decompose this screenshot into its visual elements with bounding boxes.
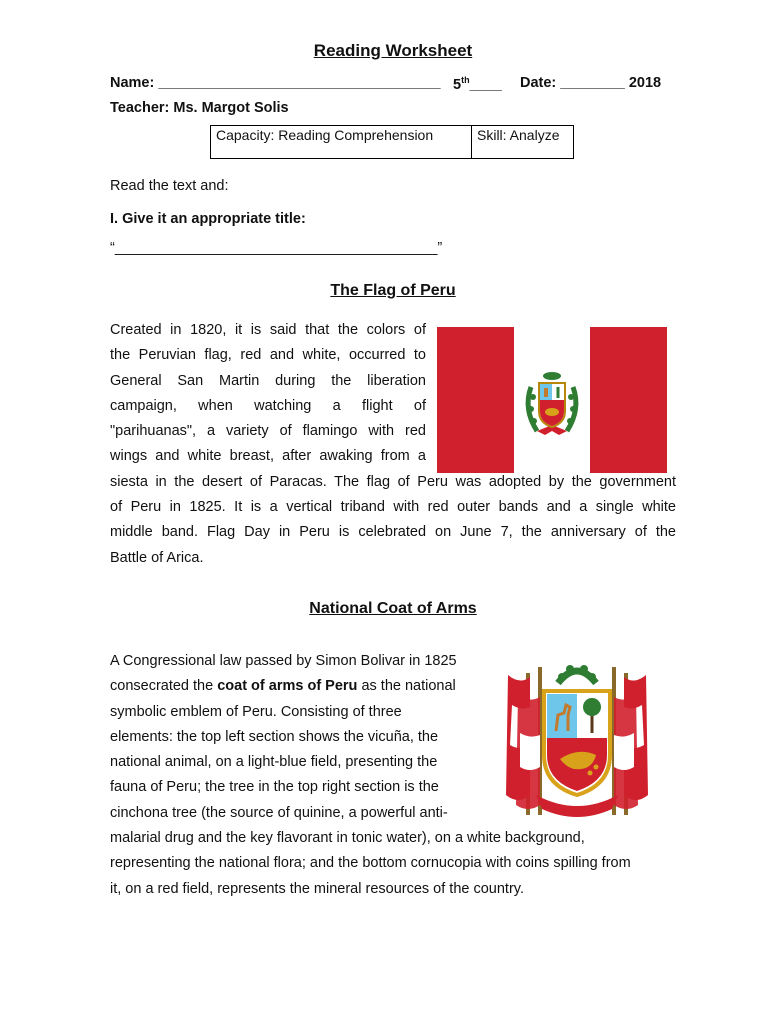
- flag-text-line: "parihuanas", a variety of flamingo with red: [110, 423, 426, 440]
- coat-text-line: cinchona tree (the source of quinine, a powerful anti-: [110, 804, 448, 821]
- flag-text-line: the Peruvian flag, red and white, occurred to: [110, 347, 426, 364]
- coat-text-line: elements: the top left section shows the vicuña, the: [110, 728, 439, 745]
- flag-text-line: Battle of Arica.: [110, 549, 204, 566]
- coat-text-line: fauna of Peru; the tree in the top right section is the: [110, 779, 439, 796]
- skill-cell: Skill: Analyze: [477, 127, 560, 143]
- title-answer-blank: “________________________________________”: [110, 240, 443, 256]
- year: 2018: [628, 75, 662, 91]
- flag-text-line: wings and white breast, after awaking from a: [110, 448, 426, 465]
- coat-laurel-crown-icon: [558, 665, 596, 683]
- date-field: [520, 75, 661, 91]
- flag-text-line: siesta in the desert of Paracas. The flag of Peru was adopted by the government: [110, 473, 676, 490]
- flag-section-heading: The Flag of Peru: [330, 282, 456, 299]
- capacity-skill-box: [210, 125, 574, 159]
- coat-shield-icon: [544, 691, 610, 795]
- coat-text-line: [110, 674, 490, 699]
- task-title-prompt: I. Give it an appropriate title:: [110, 211, 306, 227]
- grade-field: [453, 75, 502, 93]
- flag-text-line: middle band. Flag Day in Peru is celebrated on June 7, the anniversary of the: [110, 524, 676, 541]
- coat-section-heading: National Coat of Arms: [309, 600, 477, 617]
- flag-text-line: campaign, when watching a flight of: [110, 397, 426, 414]
- date-blank: ________: [560, 75, 625, 91]
- name-label: Name:: [110, 75, 155, 91]
- teacher-line: Teacher: Ms. Margot Solis: [110, 100, 289, 116]
- name-blank: ___________________________________: [158, 75, 441, 91]
- coat-text-line: representing the national flora; and the bottom cornucopia with coins spilling from: [110, 855, 631, 872]
- coat-paragraph-full: [110, 826, 680, 902]
- coat-text-bold: coat of arms of Peru: [217, 678, 358, 695]
- peru-coat-of-arms-image: [500, 655, 654, 821]
- flag-text-line: of Peru in 1825. It is a vertical triband with red outer bands and a single white: [110, 499, 676, 516]
- grade-number: 5: [453, 76, 462, 93]
- coat-text-line: symbolic emblem of Peru. Consisting of three: [110, 703, 402, 720]
- grade-suffix: th: [461, 75, 470, 85]
- worksheet-title: Reading Worksheet: [313, 41, 473, 60]
- coat-text-line: national animal, on a light-blue field, presenting the: [110, 754, 438, 771]
- coat-paragraph-wrapped: [110, 649, 490, 826]
- capacity-cell: Capacity: Reading Comprehension: [211, 126, 472, 158]
- coat-text-line: it, on a red field, represents the mineral resources of the country.: [110, 880, 524, 897]
- flag-text-line: General San Martin during the liberation: [110, 372, 426, 389]
- flag-paragraph-wrapped: [110, 318, 426, 470]
- coat-text-post: as the national: [357, 678, 456, 695]
- peru-flag-image: [437, 327, 667, 473]
- coat-flags-left: [506, 667, 542, 815]
- coat-text-pre: consecrated the: [110, 678, 218, 695]
- instructions-intro: Read the text and:: [110, 178, 229, 194]
- coat-text-line: malarial drug and the key flavorant in tonic water), on a white background,: [110, 830, 585, 846]
- coat-text-line: A Congressional law passed by Simon Bolivar in 1825: [110, 653, 457, 669]
- flag-text-line: Created in 1820, it is said that the colors of: [110, 322, 426, 338]
- grade-blank: ____: [469, 76, 502, 93]
- coat-ribbon: [536, 795, 618, 817]
- date-label: Date:: [520, 75, 557, 91]
- name-date-row: [110, 75, 441, 91]
- flag-paragraph-full: [110, 470, 676, 571]
- coat-flags-right: [612, 667, 648, 815]
